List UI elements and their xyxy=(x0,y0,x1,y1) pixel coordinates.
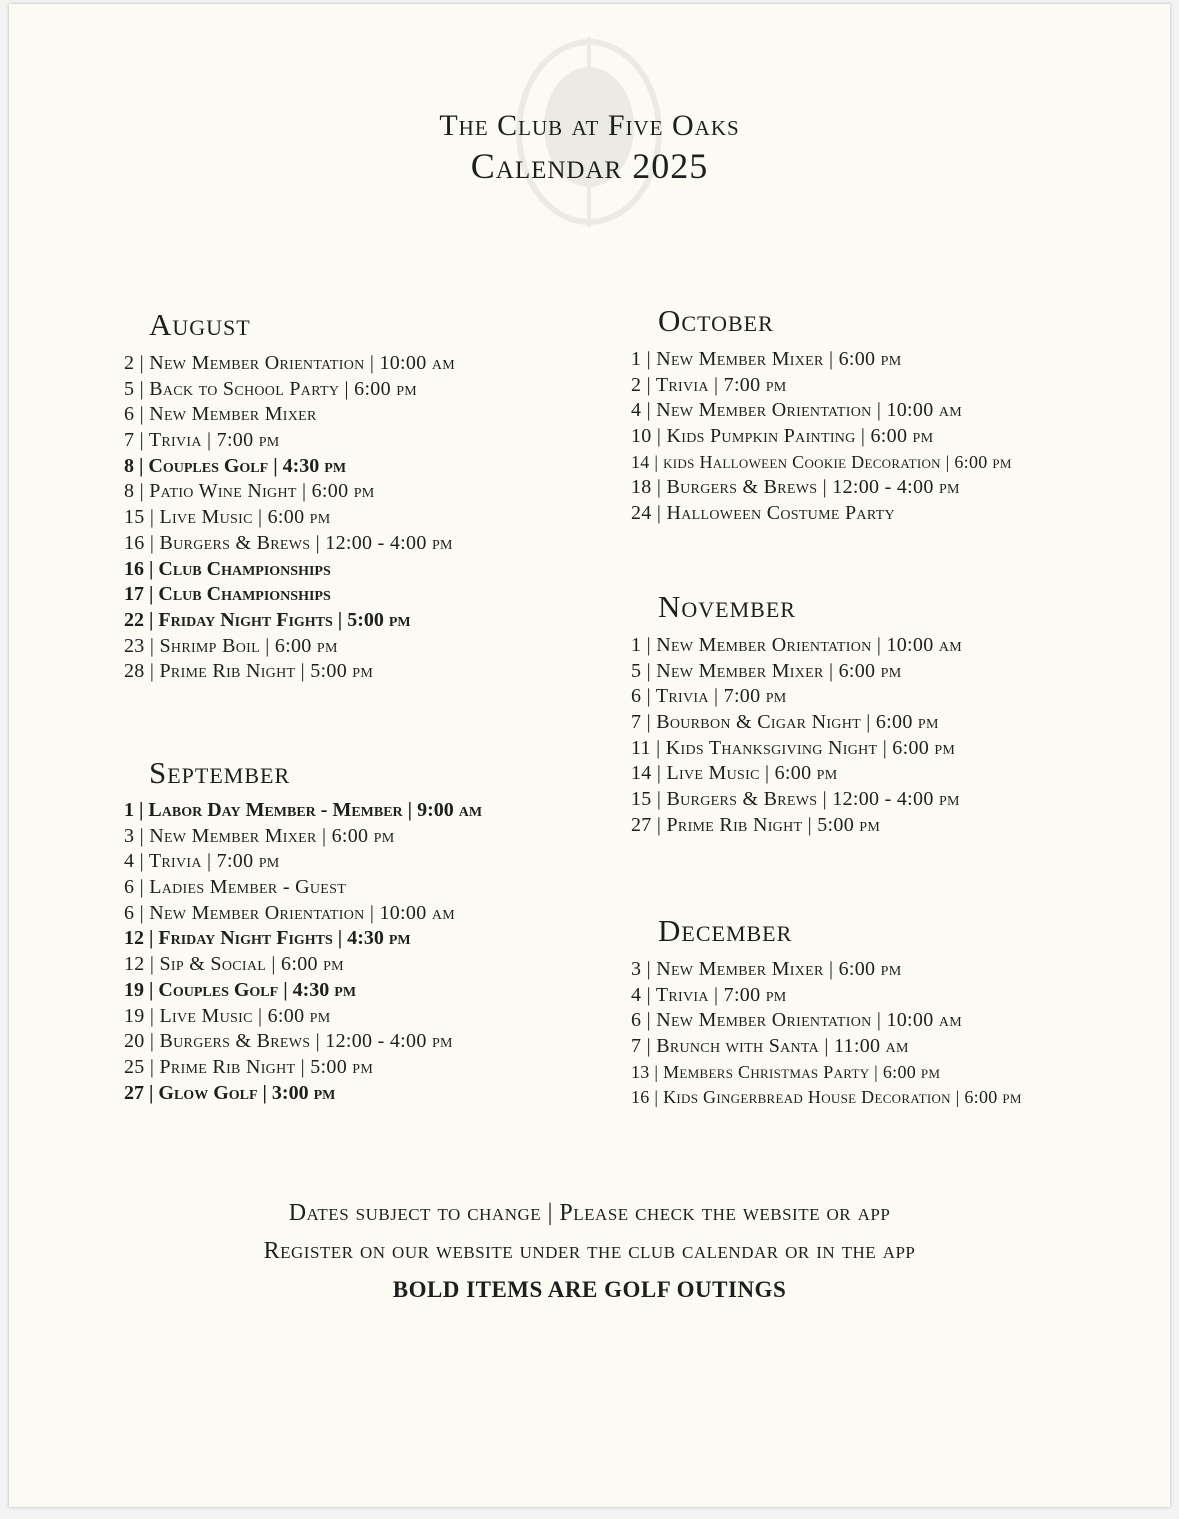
event-item: 2 | New Member Orientation | 10:00 am xyxy=(124,352,455,374)
event-item: 4 | New Member Orientation | 10:00 am xyxy=(631,399,962,422)
calendar-page xyxy=(9,4,1170,1507)
event-item: 1 | New Member Mixer | 6:00 pm xyxy=(631,348,902,370)
event-list-december xyxy=(631,957,1022,1111)
event-item: 7 | Brunch with Santa | 11:00 am xyxy=(631,1035,909,1058)
month-heading-december: December xyxy=(658,913,793,948)
event-item: 4 | Trivia | 7:00 pm xyxy=(124,850,280,873)
event-item: 12 | Friday Night Fights | 4:30 pm xyxy=(124,927,411,950)
event-item: 23 | Shrimp Boil | 6:00 pm xyxy=(124,634,338,657)
footer-golf-legend: BOLD ITEMS ARE GOLF OUTINGS xyxy=(392,1277,787,1302)
event-item: 12 | Sip & Social | 6:00 pm xyxy=(124,953,344,976)
event-item: 7 | Trivia | 7:00 pm xyxy=(124,429,280,452)
month-heading-september: September xyxy=(149,755,291,790)
month-heading-october: October xyxy=(658,303,774,338)
event-item: 27 | Prime Rib Night | 5:00 pm xyxy=(631,813,881,836)
event-item: 22 | Friday Night Fights | 5:00 pm xyxy=(124,608,411,631)
event-item: 15 | Burgers & Brews | 12:00 - 4:00 pm xyxy=(631,788,960,811)
event-item: 1 | New Member Orientation | 10:00 am xyxy=(631,634,962,656)
event-item: 5 | Back to School Party | 6:00 pm xyxy=(124,377,418,400)
event-item: 14 | Live Music | 6:00 pm xyxy=(631,762,838,785)
event-list-october xyxy=(631,347,1012,527)
event-item: 3 | New Member Mixer | 6:00 pm xyxy=(124,824,395,847)
event-item: 6 | Trivia | 7:00 pm xyxy=(631,685,787,708)
event-item: 3 | New Member Mixer | 6:00 pm xyxy=(631,958,902,980)
event-item: 6 | New Member Orientation | 10:00 am xyxy=(631,1009,962,1032)
event-item: 24 | Halloween Costume Party xyxy=(631,502,895,525)
footer-disclaimer: Dates subject to change | Please check the website or app xyxy=(288,1200,891,1226)
event-item: 14 | kids Halloween Cookie Decoration | 6:00 pm xyxy=(631,451,1012,472)
event-list-september xyxy=(124,798,482,1106)
event-item: 15 | Live Music | 6:00 pm xyxy=(124,506,331,529)
calendar-title: Calendar 2025 xyxy=(470,146,709,186)
club-name: The Club at Five Oaks xyxy=(439,109,740,142)
event-item: 17 | Club Championships xyxy=(124,583,331,606)
event-item: 18 | Burgers & Brews | 12:00 - 4:00 pm xyxy=(631,476,960,499)
event-item: 16 | Kids Gingerbread House Decoration | 6:00 pm xyxy=(631,1087,1022,1108)
event-item: 8 | Couples Golf | 4:30 pm xyxy=(124,454,347,477)
event-item: 16 | Burgers & Brews | 12:00 - 4:00 pm xyxy=(124,531,453,554)
month-heading-august: August xyxy=(149,307,251,342)
event-item: 6 | Ladies Member - Guest xyxy=(124,876,347,899)
event-item: 25 | Prime Rib Night | 5:00 pm xyxy=(124,1055,374,1078)
event-item: 13 | Members Christmas Party | 6:00 pm xyxy=(631,1061,941,1082)
event-item: 11 | Kids Thanksgiving Night | 6:00 pm xyxy=(631,736,956,759)
event-item: 4 | Trivia | 7:00 pm xyxy=(631,983,787,1006)
event-item: 20 | Burgers & Brews | 12:00 - 4:00 pm xyxy=(124,1030,453,1053)
event-item: 6 | New Member Orientation | 10:00 am xyxy=(124,901,455,924)
event-item: 7 | Bourbon & Cigar Night | 6:00 pm xyxy=(631,711,939,734)
event-item: 28 | Prime Rib Night | 5:00 pm xyxy=(124,660,374,683)
event-item: 16 | Club Championships xyxy=(124,557,331,580)
event-item: 19 | Couples Golf | 4:30 pm xyxy=(124,978,357,1001)
event-item: 2 | Trivia | 7:00 pm xyxy=(631,373,787,396)
event-list-august xyxy=(124,351,455,685)
event-item: 10 | Kids Pumpkin Painting | 6:00 pm xyxy=(631,425,934,448)
event-item: 5 | New Member Mixer | 6:00 pm xyxy=(631,659,902,682)
event-list-november xyxy=(631,633,962,839)
event-item: 19 | Live Music | 6:00 pm xyxy=(124,1004,331,1027)
footer-register-note: Register on our website under the club calendar or in the app xyxy=(263,1238,916,1264)
event-item: 8 | Patio Wine Night | 6:00 pm xyxy=(124,480,375,503)
month-heading-november: November xyxy=(658,589,796,624)
event-item: 6 | New Member Mixer xyxy=(124,403,317,426)
event-item: 27 | Glow Golf | 3:00 pm xyxy=(124,1081,336,1104)
event-item: 1 | Labor Day Member - Member | 9:00 am xyxy=(124,799,483,821)
